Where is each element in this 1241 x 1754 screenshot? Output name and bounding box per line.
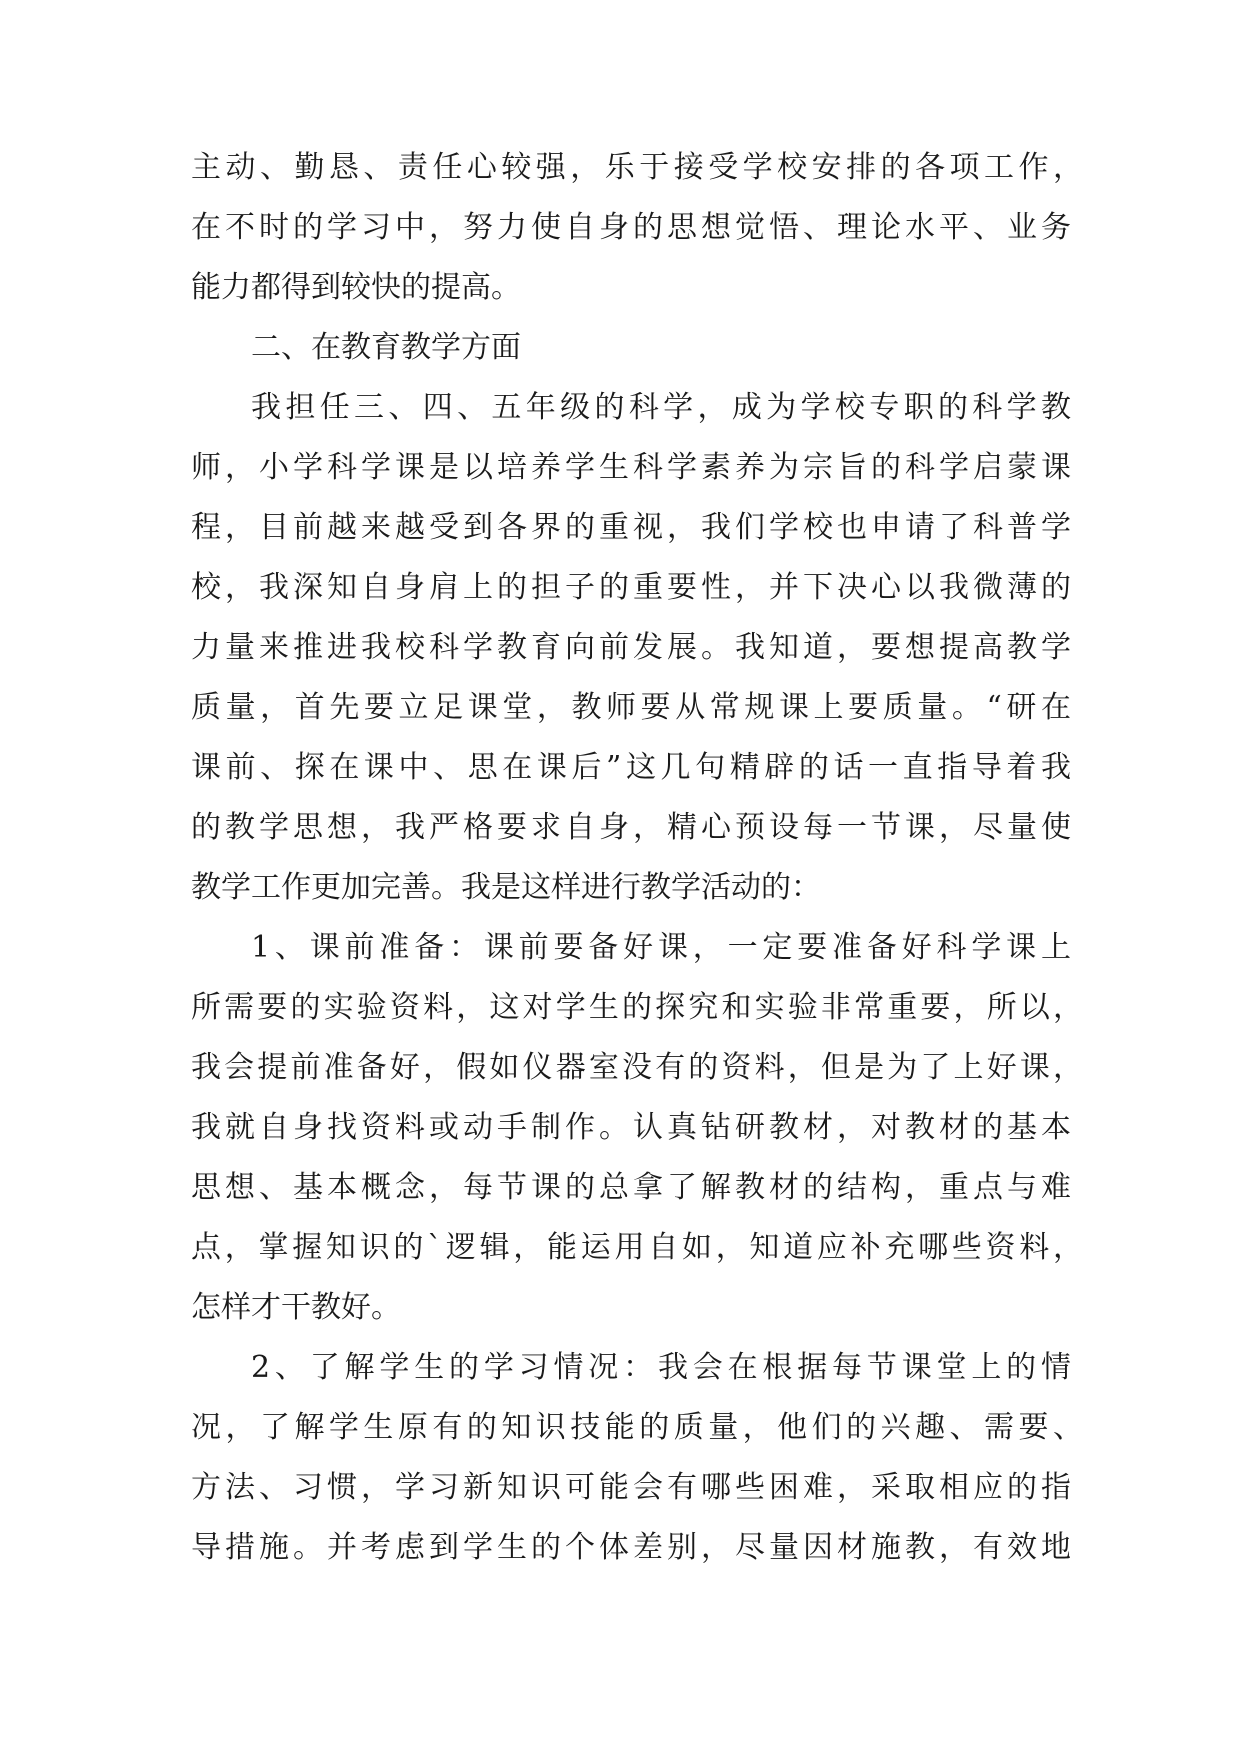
text-line: 力量来推进我校科学教育向前发展。我知道，要想提高教学 [191, 630, 1071, 665]
text-line: 况，了解学生原有的知识技能的质量，他们的兴趣、需要、 [191, 1410, 1083, 1445]
text-line: 我就自身找资料或动手制作。认真钻研教材，对教材的基本 [191, 1110, 1071, 1145]
text-line: 2、了解学生的学习情况：我会在根据每节课堂上的情 [251, 1350, 1071, 1385]
text-line: 程，目前越来越受到各界的重视，我们学校也申请了科普学 [191, 510, 1071, 545]
text-line: 在不时的学习中，努力使自身的思想觉悟、理论水平、业务 [191, 210, 1071, 245]
text-line: 质量，首先要立足课堂，教师要从常规课上要质量。“研在 [191, 690, 1071, 725]
text-line: 怎样才干教好。 [191, 1290, 401, 1325]
text-line: 能力都得到较快的提高。 [191, 270, 521, 305]
section-heading: 二、在教育教学方面 [251, 330, 521, 365]
text-line: 的教学思想，我严格要求自身，精心预设每一节课，尽量使 [191, 810, 1071, 845]
text-line: 方法、习惯，学习新知识可能会有哪些困难，采取相应的指 [191, 1470, 1071, 1505]
text-line: 1、课前准备：课前要备好课，一定要准备好科学课上 [251, 930, 1071, 965]
text-line: 点，掌握知识的`逻辑，能运用自如，知道应补充哪些资料， [191, 1230, 1083, 1265]
text-line: 我担任三、四、五年级的科学，成为学校专职的科学教 [251, 390, 1071, 425]
text-line: 导措施。并考虑到学生的个体差别，尽量因材施教，有效地 [191, 1530, 1071, 1565]
text-line: 我会提前准备好，假如仪器室没有的资料，但是为了上好课， [191, 1050, 1083, 1085]
text-line: 师，小学科学课是以培养学生科学素养为宗旨的科学启蒙课 [191, 450, 1071, 485]
text-line: 所需要的实验资料，这对学生的探究和实验非常重要，所以， [191, 990, 1083, 1025]
text-line: 主动、勤恳、责任心较强，乐于接受学校安排的各项工作， [191, 150, 1083, 185]
text-line: 课前、探在课中、思在课后”这几句精辟的话一直指导着我 [191, 750, 1071, 785]
text-line: 校，我深知自身肩上的担子的重要性，并下决心以我微薄的 [191, 570, 1071, 605]
text-line: 思想、基本概念，每节课的总拿了解教材的结构，重点与难 [191, 1170, 1071, 1205]
text-line: 教学工作更加完善。我是这样进行教学活动的： [191, 870, 821, 905]
